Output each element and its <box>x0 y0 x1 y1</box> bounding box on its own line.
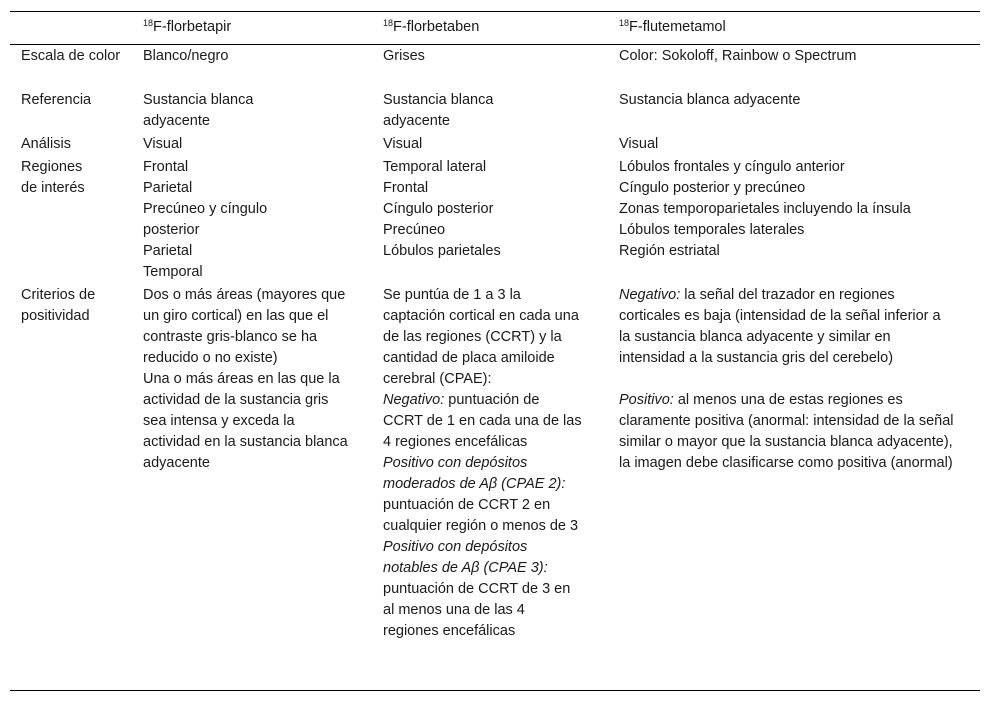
row-label-criterios: Criterios de positividad <box>21 287 96 324</box>
list-item: Precúneo <box>383 222 446 238</box>
analisis-florbetaben: Visual <box>383 136 423 152</box>
row-label-referencia: Referencia <box>21 92 92 108</box>
criterio-positivo-cpae3 <box>383 537 583 642</box>
list-item: Cíngulo posterior <box>383 201 494 217</box>
header-label: F-flutemetamol <box>629 19 726 35</box>
criterio-text: puntuación de CCRT 2 en cualquier región o menos de 3 <box>383 497 579 534</box>
criterio-paragraph: Una o más áreas en las que la actividad de la sustancia gris sea intensa y exceda la actividad en la sustancia blanca adyacente <box>143 371 348 471</box>
escala-flutemetamol: Color: Sokoloff, Rainbow o Spectrum <box>619 48 857 64</box>
regiones-florbetapir <box>143 157 303 283</box>
row-label-analisis: Análisis <box>21 136 71 152</box>
criterio-text: puntuación de CCRT de 3 en al menos una de las 4 regiones encefálicas <box>383 581 571 639</box>
escala-florbetapir: Blanco/negro <box>143 48 229 64</box>
referencia-florbetapir: Sustancia blanca adyacente <box>143 92 254 129</box>
row-label-escala: Escala de color <box>21 48 121 64</box>
list-item: Lóbulos temporales laterales <box>619 222 805 238</box>
list-item: Región estriatal <box>619 243 720 259</box>
list-item: Zonas temporoparietales incluyendo la ínsula <box>619 201 911 217</box>
escala-florbetaben: Grises <box>383 48 425 64</box>
criterio-negativo <box>383 390 583 453</box>
list-item: Temporal lateral <box>383 159 487 175</box>
criterio-text: la señal del trazador en regiones corticales es baja (intensidad de la señal inferior a la sustancia blanca adyacente y similar en intensidad a la sustancia gris del cerebelo) <box>619 287 941 366</box>
list-item: Lóbulos frontales y cíngulo anterior <box>619 159 845 175</box>
criterio-label: Positivo con depósitos notables de Aβ (CPAE 3): <box>383 539 548 576</box>
criterios-florbetapir <box>143 285 355 474</box>
table-top-rule <box>10 11 980 12</box>
isotope-superscript: 18 <box>143 18 154 28</box>
isotope-superscript: 18 <box>619 18 630 28</box>
criterio-positivo <box>619 390 954 474</box>
analisis-florbetapir: Visual <box>143 136 183 152</box>
analisis-flutemetamol: Visual <box>619 136 659 152</box>
referencia-florbetaben: Sustancia blanca adyacente <box>383 92 494 129</box>
criterios-flutemetamol <box>619 285 954 474</box>
criterio-label: Positivo: <box>619 392 674 408</box>
criterio-positivo-cpae2 <box>383 453 583 537</box>
list-item: Cíngulo posterior y precúneo <box>619 180 806 196</box>
criterio-text: puntuación de CCRT de 1 en cada una de las 4 regiones encefálicas <box>383 392 582 450</box>
criterio-text: al menos una de estas regiones es claramente positiva (anormal: intensidad de la señal similar o mayor que la sustancia blanca adyacente), la imagen debe clasificarse como positiva (anormal) <box>619 392 954 471</box>
header-label: F-florbetapir <box>153 19 232 35</box>
isotope-superscript: 18 <box>383 18 394 28</box>
regiones-flutemetamol <box>619 157 974 262</box>
list-item: Parietal <box>143 243 193 259</box>
referencia-flutemetamol: Sustancia blanca adyacente <box>619 92 801 108</box>
criterio-label: Negativo: <box>383 392 445 408</box>
list-item: Lóbulos parietales <box>383 243 501 259</box>
criterio-paragraph: Dos o más áreas (mayores que un giro cortical) en las que el contraste gris-blanco se ha reducido o no existe) <box>143 287 346 366</box>
header-label: F-florbetaben <box>393 19 480 35</box>
criterio-label: Negativo: <box>619 287 681 303</box>
header-florbetaben <box>383 17 603 38</box>
criterio-intro: Se puntúa de 1 a 3 la captación cortical en cada una de las regiones (CCRT) y la cantidad de placa amiloide cerebral (CPAE): <box>383 287 579 387</box>
table-bottom-rule <box>10 690 980 691</box>
header-bottom-rule <box>10 44 980 45</box>
header-florbetapir <box>143 17 363 38</box>
list-item: Frontal <box>143 159 189 175</box>
list-item: Temporal <box>143 264 203 280</box>
row-label-regiones: Regiones de interés <box>21 159 85 196</box>
header-flutemetamol <box>619 17 974 38</box>
list-item: Precúneo y cíngulo posterior <box>143 201 268 238</box>
regiones-florbetaben <box>383 157 603 262</box>
list-item: Parietal <box>143 180 193 196</box>
criterio-label: Positivo con depósitos moderados de Aβ (CPAE 2): <box>383 455 566 492</box>
criterio-negativo <box>619 285 954 369</box>
paragraph-spacer <box>619 369 954 390</box>
criterios-florbetaben <box>383 285 583 642</box>
list-item: Frontal <box>383 180 429 196</box>
